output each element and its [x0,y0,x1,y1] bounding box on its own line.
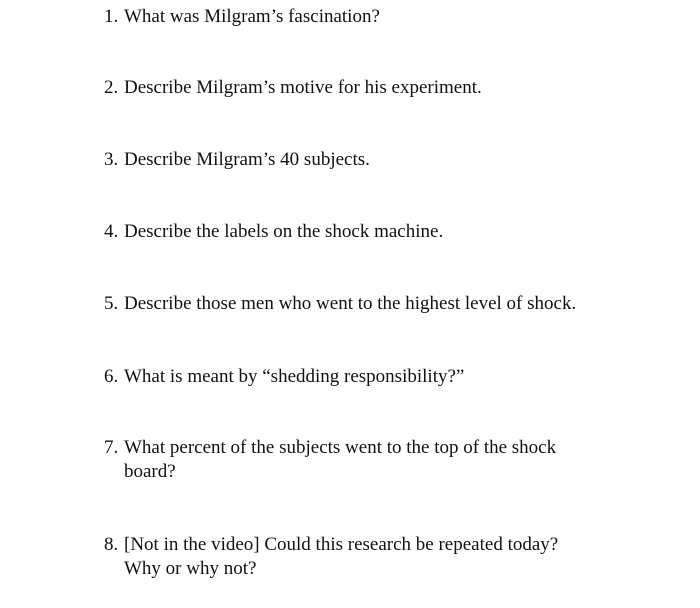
question-line: Describe Milgram’s motive for his experiment. [124,77,482,98]
question-text [124,5,664,29]
question-number: 1. [104,6,119,27]
question-text [124,148,664,172]
question-3 [104,148,664,172]
question-8 [104,533,664,581]
question-line: [Not in the video] Could this research be repeated today? [124,534,559,555]
question-text [124,533,664,581]
question-number: 2. [104,77,119,98]
question-2 [104,76,664,100]
question-line: What is meant by “shedding responsibility?” [124,366,465,387]
question-number: 5. [104,293,119,314]
question-number: 3. [104,149,119,170]
question-text [124,76,664,100]
question-line: What percent of the subjects went to the top of the shock [124,437,557,458]
question-1 [104,5,664,29]
question-text [124,365,664,389]
question-number: 8. [104,534,119,555]
question-number: 4. [104,221,119,242]
question-text [124,292,664,316]
question-line: Describe those men who went to the highest level of shock. [124,293,577,314]
question-7 [104,436,664,484]
question-line: Describe Milgram’s 40 subjects. [124,149,370,170]
question-text [124,436,664,484]
question-4 [104,220,664,244]
question-line: board? [124,461,176,482]
question-text [124,220,664,244]
question-6 [104,365,664,389]
question-line: Describe the labels on the shock machine. [124,221,444,242]
question-line: What was Milgram’s fascination? [124,6,380,27]
question-number: 7. [104,437,119,458]
question-line: Why or why not? [124,558,257,579]
question-5 [104,292,664,316]
question-number: 6. [104,366,119,387]
